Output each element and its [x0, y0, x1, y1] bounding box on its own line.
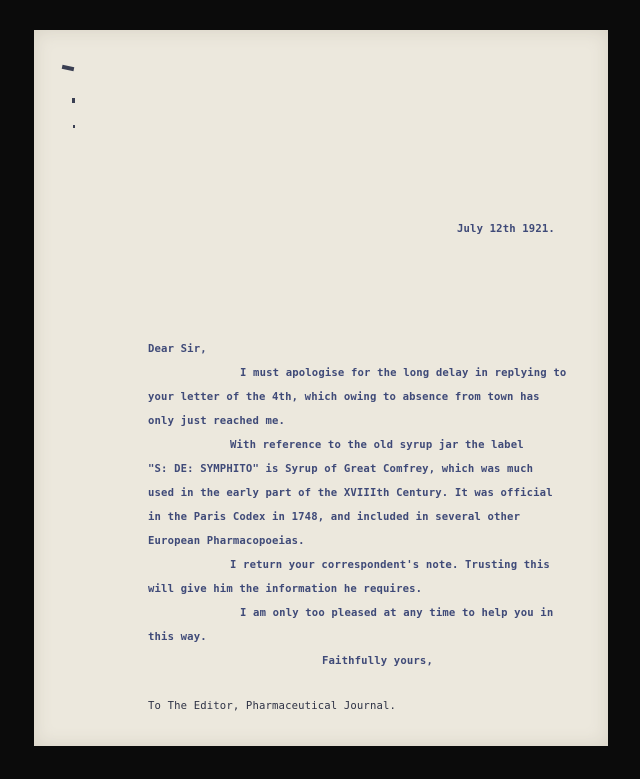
body-line: your letter of the 4th, which owing to absence from town has	[148, 391, 540, 403]
body-line: I return your correspondent's note. Trusting this	[230, 559, 550, 571]
closing: Faithfully yours,	[322, 655, 433, 667]
body-line: used in the early part of the XVIIIth Century. It was official	[148, 487, 553, 499]
body-line: "S: DE: SYMPHITO" is Syrup of Great Comfrey, which was much	[148, 463, 534, 475]
body-line: only just reached me.	[148, 415, 286, 427]
body-line: in the Paris Codex in 1748, and included in several other	[148, 511, 521, 523]
letter-page	[34, 30, 608, 746]
body-line: this way.	[148, 631, 207, 643]
body-line: European Pharmacopoeias.	[148, 535, 305, 547]
pencil-mark	[62, 65, 75, 71]
body-line: I must apologise for the long delay in replying to	[240, 367, 567, 379]
salutation: Dear Sir,	[148, 343, 207, 355]
body-line: I am only too pleased at any time to help you in	[240, 607, 554, 619]
body-line: will give him the information he requires.	[148, 583, 423, 595]
letter-date: July 12th 1921.	[457, 223, 555, 235]
body-line: With reference to the old syrup jar the label	[230, 439, 524, 451]
pencil-mark	[72, 98, 75, 103]
pencil-mark	[73, 125, 75, 128]
recipient-line: To The Editor, Pharmaceutical Journal.	[148, 700, 397, 712]
